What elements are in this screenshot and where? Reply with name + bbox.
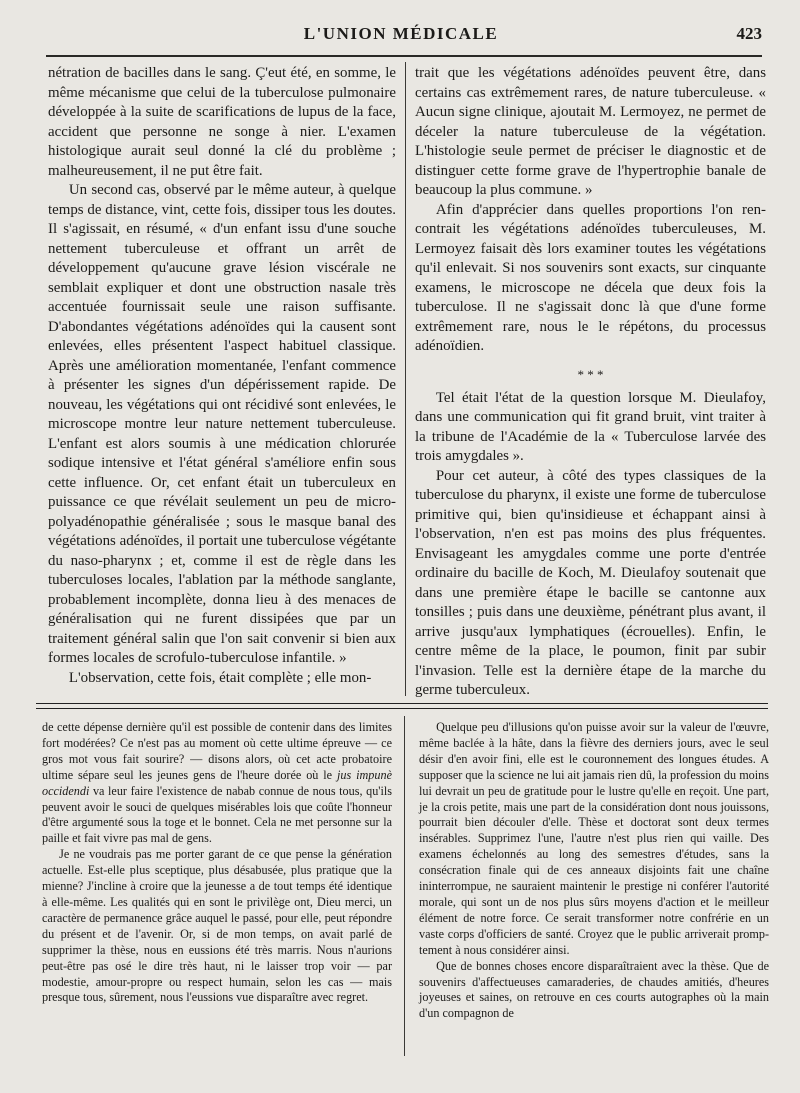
article-paragraph: Afin d'apprécier dans quelles proportions l'on rencontrait les végétations adénoïdes tuberculeuses, M. Lermoyez faisait dès lors examiner toutes les végétations qu'il enlevait. Si nos souvenirs sont exacts, sur cinquante examens, le microscope ne décela que deux fois la tuberculose. Il ne s'agissait donc là que d'une forme extrêmement rare, nous le le répétons, du processus adénoïdien. bbox=[415, 201, 766, 354]
latin-phrase: jus impunè occidendi bbox=[42, 767, 392, 798]
article-right-column bbox=[415, 64, 766, 701]
running-title: L'UNION MÉDICALE bbox=[303, 24, 499, 43]
feuilleton-left-column bbox=[42, 720, 392, 1006]
article-paragraph: Pour cet auteur, à côté des types classiques de la tuberculose du pharynx, il existe une forme de tuberculose primitive qui, bien qu'insidieuse et échappant ainsi à l'observation, n'en est pas moins des plus fréquentes. Envisageant les amygdales comme une porte d'entrée ordinaire du bacille de Koch, M. Dieulafoy soutenait que dans une première étape le bacille se cantonne aux tonsilles ; puis dans une deuxième, pénétrant plus avant, il arrive jusqu'aux lymphatiques (écrouelles). Enfin, le centre même de la place, le poumon, finit par subir l'invasion. Telle est la dernière étape de la marche du germe tuberculeux. bbox=[415, 467, 766, 698]
feuilleton-column-divider bbox=[404, 716, 405, 1056]
feuilleton-rule-top bbox=[36, 703, 768, 704]
article-paragraph: Tel était l'état de la question lorsque M. Dieulafoy, dans une communication qui fit grand bruit, vint traiter à la tribune de l'Académie de la « Tuberculose larvée des trois amygdales ». bbox=[415, 389, 766, 464]
article-paragraph: nétration de bacilles dans le sang. Ç'eut été, en somme, le même mécanisme que celui de la tuberculose pulmonaire développée à la suite de scarifications de lupus de la face, accident que personne ne songe à nier. L'examen histologique aurait seul donné la clé du problème ; malheureusement, il ne put être fait. bbox=[48, 65, 396, 179]
feuilleton-text: va leur faire l'existence de nabab connue de nous tous, qu'ils peuvent avoir le souci de quelques misérables lois que coûte l'honneur d'être argumenté sous la toge et le bonnet. Cela ne met personne sur la paille et fait vivre pas mal de gens. bbox=[42, 783, 392, 846]
header-rule bbox=[46, 55, 762, 57]
article-left-column bbox=[48, 64, 396, 688]
feuilleton-paragraph bbox=[42, 720, 392, 847]
feuilleton-right-column bbox=[419, 720, 769, 1022]
asterism-text: * * * bbox=[577, 366, 604, 382]
section-break-asterism bbox=[415, 368, 766, 382]
article-paragraph: trait que les végétations adénoïdes peuvent être, dans certains cas extrêmement rares, de nature tuberculeuse. « Aucun signe clinique, ajoutait M. Lermoyez, ne permet de déceler la nature tuberculeuse de la végétation. L'histologie seule permet de préciser le diagnostic et de distinguer cette forme grave de l'hypertrophie banale de beaucoup la plus commune. » bbox=[415, 65, 766, 198]
page-header bbox=[40, 24, 762, 48]
feuilleton-rule-bottom bbox=[36, 708, 768, 709]
feuilleton-paragraph: Que de bonnes choses encore disparaîtraient avec la thèse. Que de souvenirs d'affectueuses camaraderies, de chaudes amitiés, d'heures joyeuses et saines, on retrouve en ces courts autographes où la main d'un compagnon de bbox=[419, 958, 769, 1021]
column-divider bbox=[405, 62, 406, 696]
feuilleton-paragraph: Je ne voudrais pas me porter garant de ce que pense la génération actuelle. Est-elle plus sceptique, plus désabusée, plus pratique que la mienne? J'incline à croire que la jeunesse a de tout temps été identique à elle-même. Les qualités qui en sont le privilège ont, Dieu merci, un caractère de permanence grâce auquel le passé, pour elle, peut répondre du présent et de l'avenir. Or, si de mon temps, on avait parlé de supprimer la thèse, nous en eussions été très marris. Nous n'aurions peut-être pas osé le dire très haut, ni le laisser trop voir — par modestie, amour-propre ou respect humain, selon les cas — mais presque tous, sûrement, nous l'eussions vue disparaître avec regret. bbox=[42, 847, 392, 1005]
article-paragraph: L'observation, cette fois, était complète ; elle mon- bbox=[68, 669, 372, 686]
feuilleton-text: de cette dépense dernière qu'il est possible de contenir dans des limites fort modérées? Ce n'est pas au moment où cette ultime épreuve — ce gros mot vous fait sourire? — disons alors, où cet acte probatoire ultime sépare seul les jeunes gens de l'heure dorée où le bbox=[42, 720, 392, 782]
page-number: 423 bbox=[736, 24, 762, 43]
feuilleton-paragraph: Quelque peu d'illusions qu'on puisse avoir sur la valeur de l'œuvre, même baclée à la hâte, dans la fièvre des derniers jours, avec le seul désir d'en avoir fini, elle est le couronnement des longues études. A supposer que la science ne lui ait jamais rien dû, la profession du moins lui devrait un peu de gratitude pour le lustre qu'elle en reçoit. Une part, je la crois petite, mais une part de la considération dont nous jouissons, pourrait bien découler d'elle. Thèse et doctorat sont deux termes insérables. Supprimez l'une, l'autre n'est plus rien qui vaille. Des examens échelonnés au long des semestres d'études, sans la consécration finale qui de ces anneaux disjoints fait une chaîne ininterrompue, ne sauraient maintenir le prestige ni conférer l'autorité morale, qui sont un de nos plus sûrs moyens d'action et le meilleur élément de notre force. Ce serait transformer notre confrérie en un vaste corps d'officiers de santé. Croyez que le public arriverait promptement à nous considérer ainsi. bbox=[419, 720, 769, 957]
article-paragraph: Un second cas, observé par le même auteur, à quelque temps de distance, vint, cette fois, dissiper tous les doutes. Il s'agissait, en résumé, « d'un enfant issu d'une souche nettement tuberculeuse et offrant un arrêt de développement qu'aucune grave lésion viscérale ne semblait expliquer et dont une obstruction nasale très accentuée fournissait seule une raison suffisante. D'abondantes végétations adénoïdes qui la causent sont enlevées, elles présentent l'aspect habituel classique. Après une amélioration momentanée, l'enfant commence à présenter les signes d'un dépérissement rapide. De nouveau, les végétations qui ont récidivé sont enlevées, le microscope montre leur nature nettement tuberculeuse. L'enfant est alors soumis à une médication chlorurée sodique intensive et l'état général s'améliore enfin sous cette influence. Or, cet enfant était un tuberculeux en puissance ce que révélait seulement un peu de micropolyadénopathie généralisée ; sous le masque banal des végétations adénoïdes, il portait une tuberculose végétante du naso-pharynx ; et, comme il est de règle dans les tuberculoses locales, l'ablation par la méthode sanglante, probablement incomplète, donna lieu à des menaces de généralisation qui ne furent dissipées que par un traitement général salin que l'on sait convenir si bien aux formes locales de scrofulo-tuberculose infantile. » bbox=[48, 182, 396, 666]
